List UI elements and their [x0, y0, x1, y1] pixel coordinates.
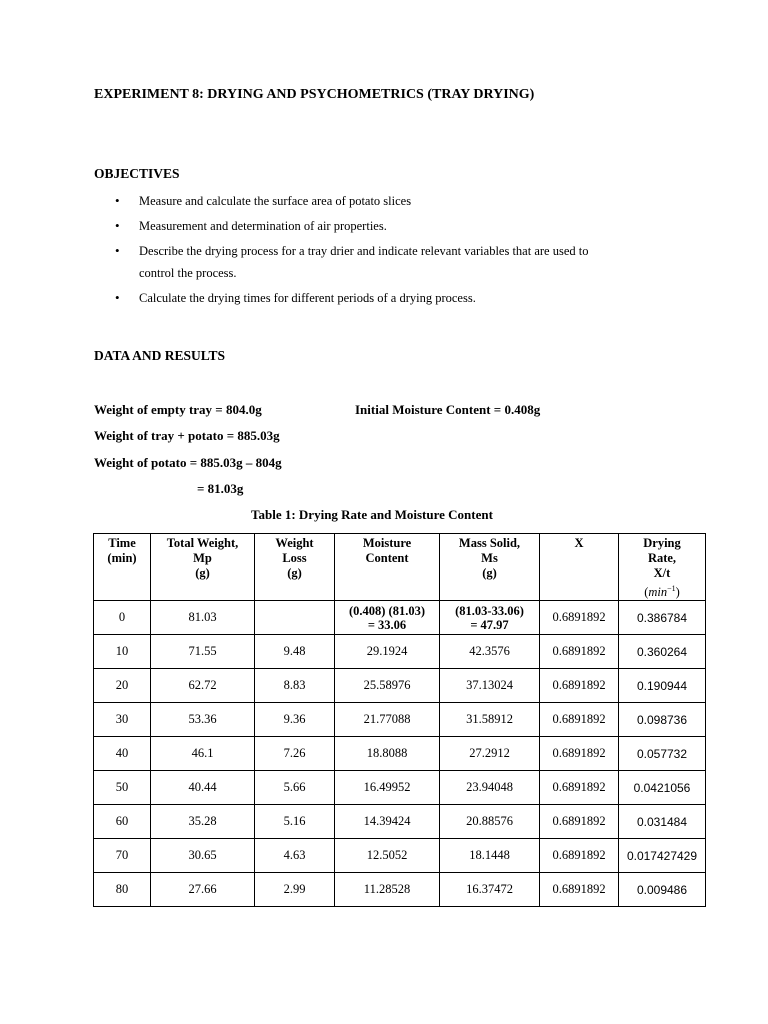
cell-weight-loss: 5.16 — [255, 805, 335, 839]
table-row — [94, 873, 706, 907]
cell-time: 50 — [94, 771, 151, 805]
cell-weight-loss: 9.36 — [255, 703, 335, 737]
cell-total-weight: 71.55 — [151, 635, 255, 669]
cell-total-weight: 62.72 — [151, 669, 255, 703]
col-header-drying-rate: Drying Rate, X/t $(\min^{-1})$ — [619, 534, 706, 601]
objective-item: Measure and calculate the surface area of potato slices — [139, 194, 412, 208]
cell-x: 0.6891892 — [540, 669, 619, 703]
bullet: • — [115, 193, 120, 208]
cell-weight-loss: 4.63 — [255, 839, 335, 873]
weight-empty-tray: Weight of empty tray = 804.0g — [94, 402, 262, 417]
cell-drying-rate: 0.009486 — [619, 873, 706, 907]
cell-time: 80 — [94, 873, 151, 907]
cell-total-weight: 53.36 — [151, 703, 255, 737]
cell-time: 30 — [94, 703, 151, 737]
table-caption: Table 1: Drying Rate and Moisture Content — [251, 507, 493, 522]
bullet: • — [115, 290, 120, 305]
cell-total-weight: 81.03 — [151, 601, 255, 635]
cell-drying-rate: 0.017427429 — [619, 839, 706, 873]
cell-x: 0.6891892 — [540, 601, 619, 635]
cell-x: 0.6891892 — [540, 805, 619, 839]
cell-time: 70 — [94, 839, 151, 873]
cell-mass-solid: 20.88576 — [440, 805, 540, 839]
bullet: • — [115, 218, 120, 233]
cell-drying-rate: 0.190944 — [619, 669, 706, 703]
table-header-row — [94, 534, 706, 601]
cell-weight-loss: 9.48 — [255, 635, 335, 669]
bullet: • — [115, 243, 120, 258]
cell-drying-rate: 0.0421056 — [619, 771, 706, 805]
cell-time: 60 — [94, 805, 151, 839]
drying-rate-table — [93, 533, 706, 907]
col-header-time: Time (min) — [94, 534, 151, 601]
cell-drying-rate: 0.360264 — [619, 635, 706, 669]
cell-mass-solid: (81.03-33.06) = 47.97 — [440, 601, 540, 635]
cell-mass-solid: 27.2912 — [440, 737, 540, 771]
cell-x: 0.6891892 — [540, 771, 619, 805]
cell-moisture-content: 25.58976 — [335, 669, 440, 703]
objective-item: Measurement and determination of air properties. — [139, 219, 387, 233]
cell-moisture-content: 21.77088 — [335, 703, 440, 737]
cell-mass-solid: 31.58912 — [440, 703, 540, 737]
page-title: EXPERIMENT 8: DRYING AND PSYCHOMETRICS (TRAY DRYING) — [94, 87, 535, 102]
table-row — [94, 839, 706, 873]
objectives-heading: OBJECTIVES — [94, 166, 180, 181]
cell-moisture-content: 29.1924 — [335, 635, 440, 669]
cell-mass-solid: 37.13024 — [440, 669, 540, 703]
col-header-total-weight: Total Weight, Mp (g) — [151, 534, 255, 601]
initial-moisture-content: Initial Moisture Content = 0.408g — [355, 402, 541, 417]
cell-drying-rate: 0.057732 — [619, 737, 706, 771]
cell-x: 0.6891892 — [540, 839, 619, 873]
cell-weight-loss — [255, 601, 335, 635]
cell-moisture-content: 14.39424 — [335, 805, 440, 839]
table-row — [94, 601, 706, 635]
objective-item: Describe the drying process for a tray drier and indicate relevant variables that are used to — [139, 244, 589, 258]
data-results-heading: DATA AND RESULTS — [94, 348, 226, 363]
table-row — [94, 669, 706, 703]
cell-drying-rate: 0.031484 — [619, 805, 706, 839]
table-row — [94, 737, 706, 771]
cell-moisture-content: 16.49952 — [335, 771, 440, 805]
cell-time: 0 — [94, 601, 151, 635]
col-header-moisture-content: Moisture Content — [335, 534, 440, 601]
cell-total-weight: 40.44 — [151, 771, 255, 805]
cell-x: 0.6891892 — [540, 635, 619, 669]
cell-mass-solid: 23.94048 — [440, 771, 540, 805]
table-row — [94, 703, 706, 737]
cell-moisture-content: (0.408) (81.03) = 33.06 — [335, 601, 440, 635]
cell-mass-solid: 18.1448 — [440, 839, 540, 873]
cell-total-weight: 35.28 — [151, 805, 255, 839]
objective-item: Calculate the drying times for different periods of a drying process. — [139, 291, 476, 305]
cell-moisture-content: 18.8088 — [335, 737, 440, 771]
weight-potato: Weight of potato = 885.03g – 804g — [94, 455, 282, 470]
cell-total-weight: 27.66 — [151, 873, 255, 907]
cell-mass-solid: 42.3576 — [440, 635, 540, 669]
cell-x: 0.6891892 — [540, 873, 619, 907]
cell-time: 10 — [94, 635, 151, 669]
cell-weight-loss: 2.99 — [255, 873, 335, 907]
cell-time: 20 — [94, 669, 151, 703]
cell-total-weight: 30.65 — [151, 839, 255, 873]
cell-x: 0.6891892 — [540, 703, 619, 737]
cell-drying-rate: 0.386784 — [619, 601, 706, 635]
col-header-mass-solid: Mass Solid, Ms (g) — [440, 534, 540, 601]
cell-moisture-content: 11.28528 — [335, 873, 440, 907]
cell-total-weight: 46.1 — [151, 737, 255, 771]
table-row — [94, 805, 706, 839]
cell-weight-loss: 5.66 — [255, 771, 335, 805]
col-header-weight-loss: Weight Loss (g) — [255, 534, 335, 601]
col-header-x: X — [540, 534, 619, 601]
weight-tray-potato: Weight of tray + potato = 885.03g — [94, 428, 280, 443]
table-row — [94, 635, 706, 669]
cell-drying-rate: 0.098736 — [619, 703, 706, 737]
cell-weight-loss: 8.83 — [255, 669, 335, 703]
cell-moisture-content: 12.5052 — [335, 839, 440, 873]
table-row — [94, 771, 706, 805]
weight-potato-result: = 81.03g — [197, 481, 244, 496]
cell-time: 40 — [94, 737, 151, 771]
cell-mass-solid: 16.37472 — [440, 873, 540, 907]
objective-item-continued: control the process. — [139, 266, 237, 280]
cell-weight-loss: 7.26 — [255, 737, 335, 771]
cell-x: 0.6891892 — [540, 737, 619, 771]
